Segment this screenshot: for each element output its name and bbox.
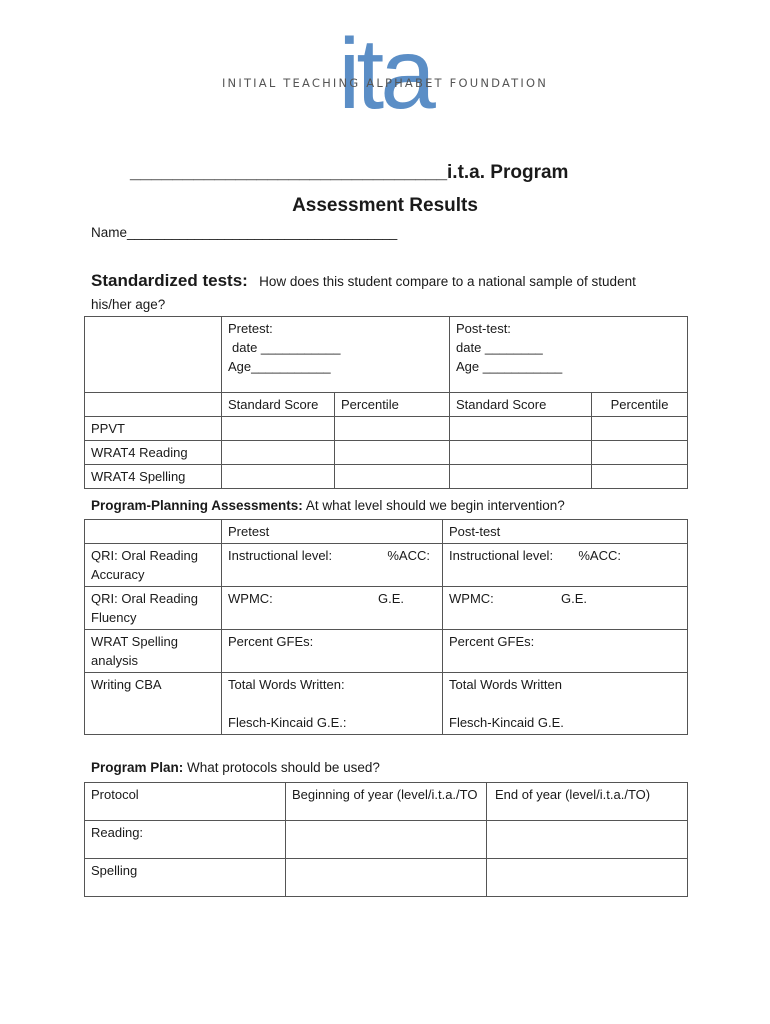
field-label: %ACC: [387, 548, 430, 563]
standardized-heading-line [91, 271, 636, 291]
pretest-header-cell [222, 317, 450, 393]
score-cell[interactable] [335, 417, 450, 441]
pretest-cell[interactable] [222, 673, 443, 735]
field-label: Flesch-Kincaid G.E. [449, 715, 564, 730]
column-header: Percentile [335, 393, 450, 417]
field-label: Percent GFEs: [449, 634, 535, 649]
plan-question: What protocols should be used? [187, 760, 380, 775]
table-row [85, 821, 688, 859]
row-label: Reading: [85, 821, 286, 859]
row-label: WRAT Spelling analysis [85, 630, 222, 673]
field-label: Instructional level: [228, 548, 333, 563]
posttest-age-field[interactable]: Age ___________ [456, 359, 563, 374]
score-cell[interactable] [222, 465, 335, 489]
score-cell[interactable] [222, 417, 335, 441]
table-row [85, 544, 688, 587]
score-cell[interactable] [222, 441, 335, 465]
table-row [85, 673, 688, 735]
standardized-question: How does this student compare to a national sample of student [259, 274, 636, 289]
field-label: Total Words Written: [228, 677, 345, 692]
posttest-cell[interactable] [443, 544, 688, 587]
field-label: WPMC: [449, 591, 494, 606]
column-header: Post-test [443, 520, 688, 544]
pretest-age-field[interactable]: Age___________ [228, 359, 331, 374]
table-row [85, 630, 688, 673]
row-label: QRI: Oral Reading Accuracy [85, 544, 222, 587]
table-row [85, 783, 688, 821]
foundation-logo-text: INITIAL TEACHING ALPHABET FOUNDATION [221, 76, 549, 90]
row-label: Writing CBA [85, 673, 222, 735]
field-label: %ACC: [578, 548, 621, 563]
posttest-cell[interactable] [443, 587, 688, 630]
table-row [85, 465, 688, 489]
posttest-cell[interactable] [443, 630, 688, 673]
standardized-tests-table [84, 316, 688, 489]
table-row [85, 393, 688, 417]
score-cell[interactable] [450, 441, 592, 465]
posttest-header-cell [450, 317, 688, 393]
score-cell[interactable] [592, 441, 688, 465]
table-row [85, 520, 688, 544]
row-label: WRAT4 Reading [85, 441, 222, 465]
pretest-date-field[interactable]: date ___________ [232, 340, 341, 355]
name-field[interactable]: Name____________________________________ [91, 225, 398, 240]
pretest-cell[interactable] [222, 544, 443, 587]
column-header: Standard Score [450, 393, 592, 417]
page-title: Assessment Results [292, 195, 478, 216]
score-cell[interactable] [335, 465, 450, 489]
pretest-label: Pretest: [228, 321, 273, 336]
row-label: PPVT [85, 417, 222, 441]
row-label: QRI: Oral Reading Fluency [85, 587, 222, 630]
planning-heading-line [91, 498, 565, 513]
table-cell [85, 393, 222, 417]
table-row [85, 417, 688, 441]
posttest-label: Post-test: [456, 321, 511, 336]
planning-heading: Program-Planning Assessments: [91, 498, 303, 513]
field-label: G.E. [377, 591, 404, 606]
score-cell[interactable] [450, 465, 592, 489]
table-row [85, 859, 688, 897]
plan-cell[interactable] [286, 821, 487, 859]
row-label: WRAT4 Spelling [85, 465, 222, 489]
plan-cell[interactable] [487, 859, 688, 897]
row-label: Spelling [85, 859, 286, 897]
posttest-date-field[interactable]: date ________ [456, 340, 543, 355]
planning-question: At what level should we begin intervention? [305, 498, 565, 513]
table-row [85, 441, 688, 465]
field-label: Flesch-Kincaid G.E.: [228, 715, 347, 730]
column-header: Protocol [85, 783, 286, 821]
table-cell [85, 520, 222, 544]
field-label: Percent GFEs: [228, 634, 314, 649]
plan-cell[interactable] [286, 859, 487, 897]
field-label: Instructional level: [449, 548, 554, 563]
plan-cell[interactable] [487, 821, 688, 859]
field-label: WPMC: [228, 591, 273, 606]
field-label: Total Words Written [449, 677, 562, 692]
ita-logo-mark: ita [338, 18, 432, 130]
column-header: Percentile [592, 393, 688, 417]
column-header: Standard Score [222, 393, 335, 417]
score-cell[interactable] [335, 441, 450, 465]
table-row [85, 317, 688, 393]
plan-heading: Program Plan: [91, 760, 184, 775]
pretest-cell[interactable] [222, 587, 443, 630]
score-cell[interactable] [592, 417, 688, 441]
field-label: G.E. [560, 591, 587, 606]
score-cell[interactable] [450, 417, 592, 441]
column-header: Pretest [222, 520, 443, 544]
table-row [85, 587, 688, 630]
program-planning-table [84, 519, 688, 735]
score-cell[interactable] [592, 465, 688, 489]
program-title: ______________________________i.t.a. Program [130, 162, 569, 183]
posttest-cell[interactable] [443, 673, 688, 735]
standardized-heading: Standardized tests: [91, 271, 248, 290]
pretest-cell[interactable] [222, 630, 443, 673]
table-cell [85, 317, 222, 393]
plan-heading-line [91, 760, 380, 775]
column-header: Beginning of year (level/i.t.a./TO [286, 783, 487, 821]
column-header: End of year (level/i.t.a./TO) [487, 783, 688, 821]
standardized-question-cont: his/her age? [91, 297, 166, 312]
program-plan-table [84, 782, 688, 897]
